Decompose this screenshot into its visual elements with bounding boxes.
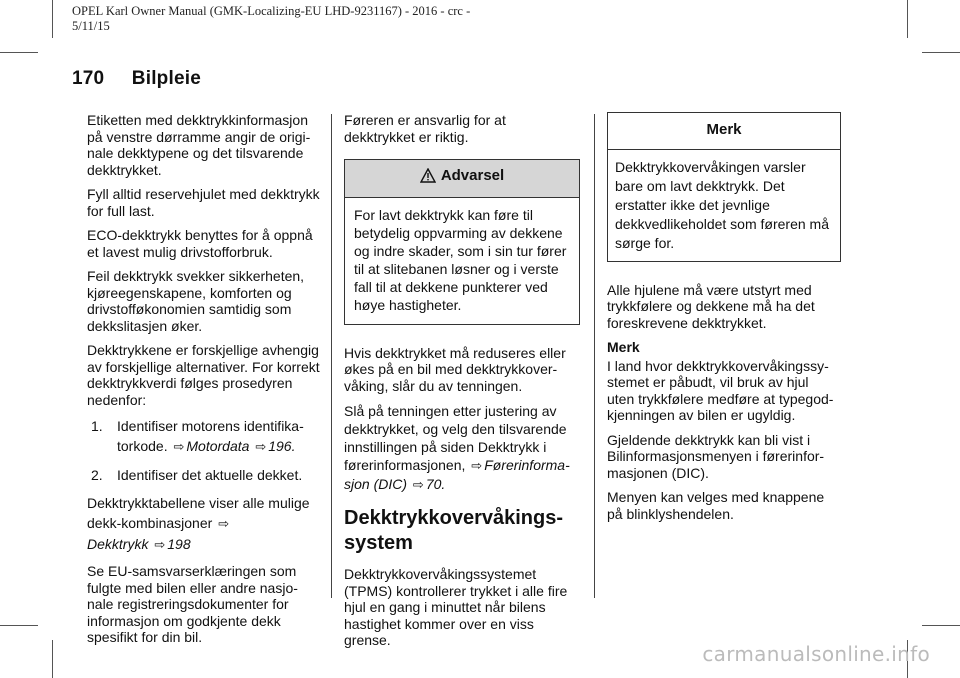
metadata-date: 5/11/15 — [72, 19, 110, 33]
note-title: Merk — [608, 113, 840, 150]
paragraph: Fyll alltid reservehjulet med dekktrykk for full last. — [87, 186, 320, 219]
list-item — [87, 465, 324, 485]
page-reference-link[interactable]: 70. — [425, 476, 446, 492]
paragraph: Etiketten med dekktrykkinformasjon på venstre dørramme angir de origi-nale dekktypene og det tilsvarende dekktrykket. — [87, 112, 311, 178]
reference-arrow-icon: ⇨ — [471, 458, 483, 473]
cross-reference-link[interactable]: Motordata — [186, 438, 250, 454]
watermark: carmanualsonline.info — [702, 642, 930, 666]
page-reference-link[interactable]: 198 — [167, 536, 191, 552]
column-right — [607, 112, 839, 530]
reference-arrow-icon: ⇨ — [255, 439, 267, 454]
paragraph-text: Slå på tenningen etter justering av dekktrykket, og velg den tilsvarende innstillingen på siden Dekktrykk i førerinformasjonen, — [344, 403, 567, 473]
cross-reference-link[interactable]: Førerinforma-sjon (DIC) — [344, 457, 570, 492]
crop-mark — [0, 625, 38, 626]
reference-arrow-icon: ⇨ — [154, 537, 166, 552]
section-heading: Dekktrykkovervåkings-system — [344, 507, 564, 554]
paragraph — [344, 402, 580, 494]
step-text: Identifiser det aktuelle dekket. — [117, 467, 303, 483]
paragraph: Gjeldende dekktrykk kan bli vist i Bilinformasjonsmenyen i førerinfor-masjonen (DIC). — [607, 431, 825, 481]
reference-arrow-icon: ⇨ — [173, 439, 185, 454]
warning-label: Advarsel — [440, 167, 505, 184]
warning-body: For lavt dekktrykk kan føre til betydelig oppvarming av dekkene og indre skader, som i sin tur fører til at slitebanen løsner og i verste fall til at dekkene punkterer ved høye hastigheter. — [354, 206, 567, 313]
page-reference-link[interactable]: 196. — [268, 438, 296, 454]
note-body: Dekktrykkovervåkingen varsler bare om lavt dekktrykk. Det erstatter ikke det jevnlige dekkvedlikeholdet som føreren må sørge for. — [615, 158, 829, 251]
note-label: Merk — [607, 339, 640, 355]
step-number: 2. — [91, 467, 103, 483]
paragraph — [87, 493, 324, 555]
crop-mark — [907, 0, 908, 38]
paragraph: Føreren er ansvarlig for at dekktrykket er riktig. — [344, 112, 506, 145]
step-list — [87, 416, 324, 485]
paragraph-text: Dekktrykktabellene viser alle mulige dekk-kombinasjoner — [87, 495, 310, 531]
paragraph: I land hvor dekktrykkovervåkingssy-stemet er påbudt, vil bruk av hjul uten trykkfølere medføre at typegod-kjenningen av bilen er ugyldig. — [607, 357, 834, 423]
crop-mark — [0, 52, 38, 53]
warning-title — [345, 160, 579, 198]
paragraph: Alle hjulene må være utstyrt med trykkfølere og dekkene må ha det foreskrevene dekktrykket. — [607, 281, 815, 331]
print-metadata — [72, 4, 470, 34]
page-header — [72, 68, 201, 90]
paragraph: ECO-dekktrykk benyttes for å oppnå et lavest mulig drivstofforbruk. — [87, 227, 313, 260]
paragraph: Feil dekktrykk svekker sikkerheten, kjøreegenskapene, komforten og drivstofføkonomien samtidig som dekkslitasjen øker. — [87, 268, 305, 334]
column-left — [87, 112, 324, 654]
crop-mark — [52, 0, 53, 38]
paragraph: Dekktrykkovervåkingssystemet (TPMS) kontrollerer trykket i alle fire hjul en gang i minuttet når bilens hastighet kommer over en viss grense. — [344, 566, 568, 648]
column-middle — [344, 112, 580, 657]
warning-triangle-icon — [420, 168, 436, 188]
page-number: 170 — [72, 68, 105, 89]
step-text: Identifiser motorens identifika-torkode. — [117, 418, 304, 454]
column-divider — [331, 114, 332, 598]
reference-arrow-icon: ⇨ — [218, 516, 230, 531]
reference-arrow-icon: ⇨ — [412, 477, 424, 492]
crop-mark — [922, 52, 960, 53]
list-item — [87, 416, 324, 457]
metadata-line: OPEL Karl Owner Manual (GMK-Localizing-EU LHD-9231167) - 2016 - crc - — [72, 4, 471, 18]
paragraph: Hvis dekktrykket må reduseres eller økes på en bil med dekktrykkover-våking, slår du av tenningen. — [344, 344, 566, 394]
paragraph: Dekktrykkene er forskjellige avhengig av forskjellige alternativer. For korrekt dekktrykkverdi følges prosedyren nedenfor: — [87, 342, 320, 408]
cross-reference-link[interactable]: Dekktrykk — [87, 536, 149, 552]
page-title: Bilpleie — [131, 68, 201, 89]
note-box — [607, 112, 841, 262]
paragraph: Menyen kan velges med knappene på blinklyshendelen. — [607, 489, 825, 522]
crop-mark — [922, 625, 960, 626]
paragraph: Se EU-samsvarserklæringen som fulgte med bilen eller andre nasjo-nale registreringsdokumenter for informasjon om godkjente dekk spesifikt for din bil. — [87, 563, 298, 645]
column-divider — [594, 114, 595, 598]
step-number: 1. — [91, 418, 103, 434]
warning-box — [344, 159, 580, 325]
crop-mark — [52, 640, 53, 678]
